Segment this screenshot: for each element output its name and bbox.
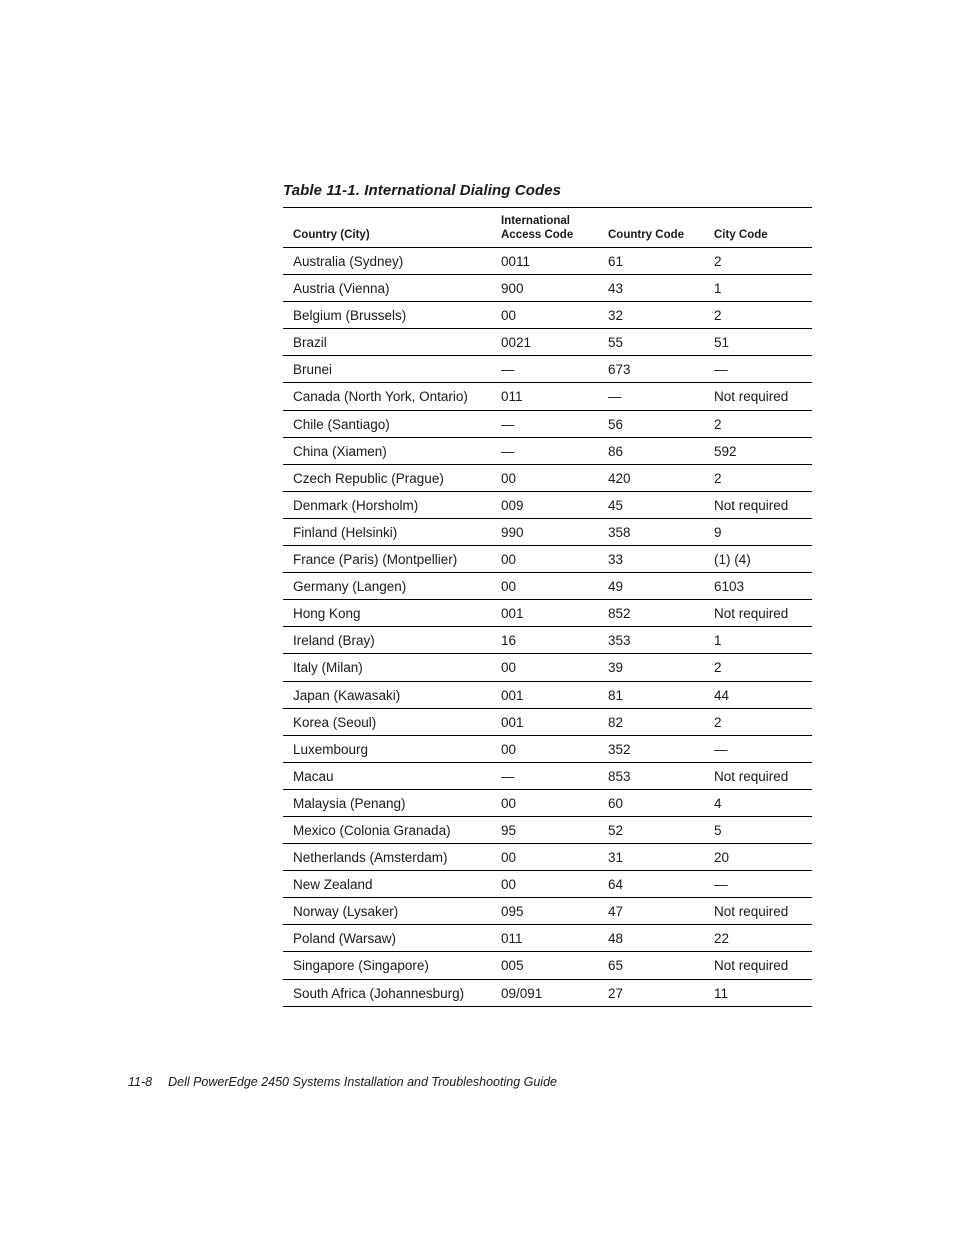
table-row — [283, 248, 812, 275]
cell-access-code: — — [501, 362, 515, 378]
cell-access-code: 0011 — [501, 254, 531, 269]
cell-access-code: 009 — [501, 497, 524, 513]
cell-access-code: 09/091 — [501, 985, 543, 1001]
cell-country: Australia (Sydney) — [293, 254, 404, 269]
cell-city-code: — — [714, 877, 728, 893]
cell-city-code: 51 — [714, 335, 730, 351]
cell-city-code: 1 — [714, 281, 722, 297]
table-body — [283, 248, 812, 1007]
dialing-codes-table — [283, 207, 812, 1007]
cell-country-code: 39 — [608, 660, 624, 676]
cell-country-code: 81 — [608, 687, 624, 703]
header-access-code — [501, 214, 573, 242]
cell-country: Denmark (Horsholm) — [293, 497, 419, 513]
cell-country-code: 60 — [608, 795, 624, 811]
cell-city-code: 4 — [714, 795, 722, 811]
cell-city-code: Not required — [714, 497, 789, 513]
cell-access-code: 001 — [501, 606, 524, 622]
cell-city-code: 5 — [714, 822, 722, 838]
table-row — [283, 600, 812, 627]
cell-access-code: 00 — [501, 877, 517, 893]
header-city-code: City Code — [714, 229, 768, 241]
cell-city-code: — — [714, 362, 728, 378]
cell-country: Korea (Seoul) — [293, 714, 377, 730]
cell-country: Brunei — [293, 362, 333, 378]
cell-city-code: 2 — [714, 470, 722, 486]
cell-country: New Zealand — [293, 877, 373, 893]
cell-access-code: 001 — [501, 687, 524, 703]
cell-city-code: 592 — [714, 443, 737, 459]
cell-country-code: 65 — [608, 958, 624, 974]
cell-access-code: 001 — [501, 714, 524, 730]
header-country: Country (City) — [293, 229, 370, 241]
cell-access-code: — — [501, 443, 515, 459]
cell-access-code: 95 — [501, 822, 517, 838]
cell-country: Chile (Santiago) — [293, 416, 390, 432]
table-row — [283, 790, 812, 817]
cell-country-code: 49 — [608, 579, 624, 595]
cell-city-code: Not required — [714, 389, 789, 405]
cell-country-code: 64 — [608, 877, 624, 893]
table-row — [283, 465, 812, 492]
table-row — [283, 925, 812, 952]
cell-country-code: 52 — [608, 822, 624, 838]
cell-country: Singapore (Singapore) — [293, 958, 429, 974]
cell-access-code: 005 — [501, 958, 524, 974]
cell-country-code: 353 — [608, 633, 631, 649]
cell-country: Brazil — [293, 335, 327, 351]
table-row — [283, 492, 812, 519]
cell-city-code: Not required — [714, 958, 789, 974]
cell-country: Germany (Langen) — [293, 579, 407, 595]
cell-access-code: 095 — [501, 904, 524, 920]
cell-city-code: 44 — [714, 687, 730, 703]
cell-country-code: 55 — [608, 335, 624, 351]
cell-country-code: 48 — [608, 931, 624, 947]
table-row — [283, 573, 812, 600]
cell-country-code: 31 — [608, 850, 624, 866]
table-row — [283, 627, 812, 654]
table-row — [283, 438, 812, 465]
cell-country-code: 420 — [608, 470, 631, 486]
cell-city-code: Not required — [714, 904, 789, 920]
cell-country: China (Xiamen) — [293, 443, 387, 459]
table-header — [283, 208, 812, 248]
cell-country: South Africa (Johannesburg) — [293, 985, 465, 1001]
cell-country: Netherlands (Amsterdam) — [293, 850, 448, 866]
page-footer — [128, 1075, 557, 1089]
cell-country: Japan (Kawasaki) — [293, 687, 401, 703]
cell-city-code: — — [714, 741, 728, 757]
table-row — [283, 736, 812, 763]
table-caption: Table 11-1. International Dialing Codes — [283, 182, 562, 199]
table-row — [283, 952, 812, 979]
cell-access-code: — — [501, 768, 515, 784]
cell-country-code: 47 — [608, 904, 624, 920]
cell-country: Austria (Vienna) — [293, 281, 390, 297]
cell-country: Belgium (Brussels) — [293, 308, 407, 324]
cell-access-code: 00 — [501, 850, 517, 866]
cell-access-code: 0021 — [501, 335, 532, 351]
table-row — [283, 383, 812, 410]
cell-city-code: Not required — [714, 606, 789, 622]
cell-country-code: 853 — [608, 768, 631, 784]
cell-country: Mexico (Colonia Granada) — [293, 822, 451, 838]
header-access-line2: Access Code — [501, 229, 574, 241]
cell-access-code: 011 — [501, 931, 523, 947]
cell-access-code: — — [501, 416, 515, 432]
cell-city-code: 2 — [714, 254, 722, 269]
cell-country: Norway (Lysaker) — [293, 904, 399, 920]
cell-access-code: 00 — [501, 308, 517, 324]
cell-access-code: 900 — [501, 281, 524, 297]
cell-city-code: (1) (4) — [714, 552, 751, 568]
cell-city-code: 11 — [714, 985, 729, 1001]
cell-access-code: 00 — [501, 660, 517, 676]
cell-access-code: 990 — [501, 524, 524, 540]
cell-country-code: 32 — [608, 308, 624, 324]
cell-country-code: 673 — [608, 362, 631, 378]
cell-city-code: 9 — [714, 524, 722, 540]
cell-access-code: 00 — [501, 552, 517, 568]
cell-city-code: 2 — [714, 416, 722, 432]
document-title: Dell PowerEdge 2450 Systems Installation and Troubleshooting Guide — [168, 1075, 557, 1089]
cell-city-code: 2 — [714, 308, 722, 324]
cell-access-code: 00 — [501, 579, 517, 595]
cell-country-code: 33 — [608, 552, 624, 568]
cell-access-code: 00 — [501, 470, 517, 486]
table-row — [283, 871, 812, 898]
cell-country: Finland (Helsinki) — [293, 524, 398, 540]
cell-city-code: 22 — [714, 931, 730, 947]
cell-country-code: 352 — [608, 741, 631, 757]
cell-country-code: 82 — [608, 714, 624, 730]
cell-city-code: 1 — [714, 633, 722, 649]
table-row — [283, 709, 812, 736]
cell-country-code: 86 — [608, 443, 624, 459]
table-row — [283, 682, 812, 709]
table-row — [283, 817, 812, 844]
cell-country-code: 358 — [608, 524, 631, 540]
table-row — [283, 302, 812, 329]
cell-city-code: 2 — [714, 660, 722, 676]
cell-country-code: — — [608, 389, 622, 405]
table-row — [283, 844, 812, 871]
cell-country-code: 852 — [608, 606, 631, 622]
cell-country-code: 43 — [608, 281, 624, 297]
table-row — [283, 654, 812, 681]
table-row — [283, 411, 812, 438]
table-row — [283, 275, 812, 302]
cell-country-code: 61 — [608, 254, 624, 269]
cell-country: Malaysia (Penang) — [293, 795, 406, 811]
cell-city-code: Not required — [714, 768, 789, 784]
table-row — [283, 763, 812, 790]
cell-country: Italy (Milan) — [293, 660, 363, 676]
cell-country: Czech Republic (Prague) — [293, 470, 444, 486]
table-row — [283, 519, 812, 546]
cell-access-code: 00 — [501, 741, 517, 757]
cell-country-code: 27 — [608, 985, 624, 1001]
cell-country: Poland (Warsaw) — [293, 931, 397, 947]
cell-city-code: 2 — [714, 714, 722, 730]
table-row — [283, 980, 812, 1007]
cell-access-code: 011 — [501, 389, 523, 405]
cell-country: France (Paris) (Montpellier) — [293, 552, 458, 568]
cell-city-code: 6103 — [714, 579, 745, 595]
cell-country: Luxembourg — [293, 741, 369, 757]
cell-access-code: 00 — [501, 795, 517, 811]
header-access-line1: International — [501, 215, 571, 227]
cell-country: Macau — [293, 768, 334, 784]
cell-country-code: 45 — [608, 497, 624, 513]
page-number: 11-8 — [128, 1075, 153, 1089]
cell-city-code: 20 — [714, 850, 730, 866]
table-row — [283, 546, 812, 573]
table-row — [283, 329, 812, 356]
cell-country: Hong Kong — [293, 606, 361, 622]
table-row — [283, 356, 812, 383]
cell-country-code: 56 — [608, 416, 624, 432]
table-row — [283, 898, 812, 925]
cell-country: Ireland (Bray) — [293, 633, 375, 649]
header-country-code: Country Code — [608, 229, 685, 241]
cell-country: Canada (North York, Ontario) — [293, 389, 468, 405]
cell-access-code: 16 — [501, 633, 517, 649]
